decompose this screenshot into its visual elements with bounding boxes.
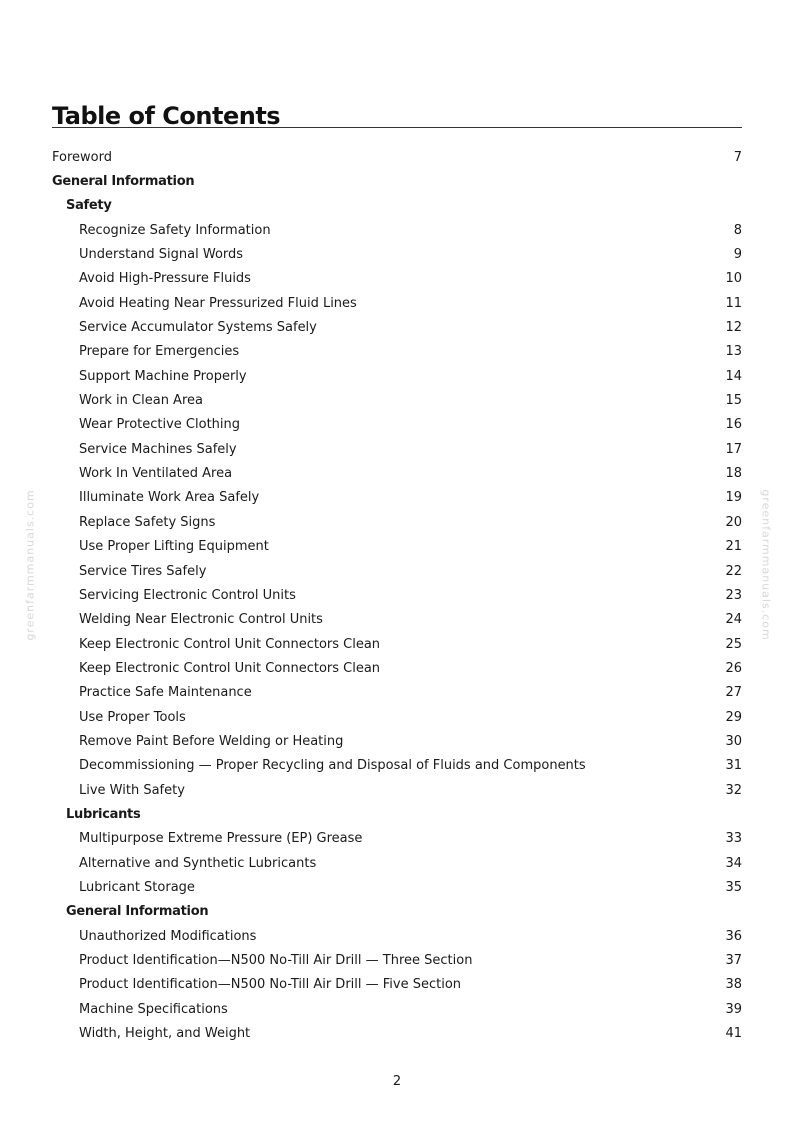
page-number: 2 [392, 1074, 402, 1089]
toc-entry-page: 34 [725, 855, 742, 871]
toc-entry[interactable] [52, 632, 742, 656]
toc-entry-label: Decommissioning — Proper Recycling and Disposal of Fluids and Components [79, 758, 586, 774]
toc-entry-page: 19 [725, 490, 742, 506]
toc-entry-label: General Information [52, 174, 195, 190]
toc-entry-page: 30 [725, 733, 742, 749]
toc-entry-label: Remove Paint Before Welding or Heating [79, 733, 344, 749]
toc-entry[interactable] [52, 437, 742, 461]
toc-entry[interactable] [52, 145, 742, 169]
toc-entry[interactable] [52, 948, 742, 972]
toc-entry-page: 36 [725, 928, 742, 944]
toc-entry-page: 18 [725, 466, 742, 482]
toc-entry-page: 25 [725, 636, 742, 652]
toc-entry[interactable] [52, 364, 742, 388]
toc-entry[interactable] [52, 267, 742, 291]
toc-entry-label: Use Proper Tools [79, 709, 186, 725]
toc-entry[interactable] [52, 583, 742, 607]
toc-entry[interactable] [52, 388, 742, 412]
toc-entry-page: 26 [725, 660, 742, 676]
toc-entry-page: 32 [725, 782, 742, 798]
toc-entry-label: Machine Specifications [79, 1001, 228, 1017]
toc-entry[interactable] [52, 1021, 742, 1045]
toc-entry-page: 35 [725, 879, 742, 895]
toc-entry[interactable] [52, 997, 742, 1021]
toc-entry[interactable] [52, 340, 742, 364]
toc-entry[interactable] [52, 851, 742, 875]
toc-entry-page: 16 [725, 417, 742, 433]
title-divider [52, 127, 742, 128]
toc-entry-label: Live With Safety [79, 782, 185, 798]
toc-entry-page: 23 [725, 587, 742, 603]
toc-entry-page: 7 [733, 149, 742, 165]
toc-entry[interactable] [52, 559, 742, 583]
toc-entry[interactable] [52, 608, 742, 632]
toc-entry[interactable] [52, 413, 742, 437]
toc-entry-label: Prepare for Emergencies [79, 344, 240, 360]
toc-entry-label: Servicing Electronic Control Units [79, 587, 296, 603]
toc-entry-page: 29 [725, 709, 742, 725]
toc-entry-label: Multipurpose Extreme Pressure (EP) Grease [79, 831, 363, 847]
toc-entry-label: Wear Protective Clothing [79, 417, 241, 433]
toc-section-heading [52, 169, 742, 193]
toc-entry-label: Foreword [52, 149, 112, 165]
toc-entry[interactable] [52, 778, 742, 802]
toc-entry-label: Product Identification—N500 No-Till Air Drill — Three Section [79, 953, 473, 969]
toc-entry[interactable] [52, 486, 742, 510]
toc-entry-label: Keep Electronic Control Unit Connectors Clean [79, 660, 381, 676]
toc-entry[interactable] [52, 973, 742, 997]
toc-entry[interactable] [52, 681, 742, 705]
toc-entry-label: Avoid High-Pressure Fluids [79, 271, 251, 287]
toc-entry[interactable] [52, 729, 742, 753]
toc-entry[interactable] [52, 291, 742, 315]
toc-entry-page: 38 [725, 977, 742, 993]
toc-entry-label: Avoid Heating Near Pressurized Fluid Lines [79, 295, 357, 311]
toc-entry-page: 17 [725, 441, 742, 457]
toc-entry-page: 12 [725, 320, 742, 336]
toc-section-heading [52, 900, 742, 924]
toc-entry[interactable] [52, 754, 742, 778]
toc-entry[interactable] [52, 461, 742, 485]
toc-entry[interactable] [52, 242, 742, 266]
toc-entry-label: Safety [66, 198, 112, 214]
toc-entry-label: Product Identification—N500 No-Till Air Drill — Five Section [79, 977, 462, 993]
toc-entry-label: Service Accumulator Systems Safely [79, 320, 317, 336]
toc-entry[interactable] [52, 705, 742, 729]
toc-entry-page: 22 [725, 563, 742, 579]
toc-entry-label: Understand Signal Words [79, 247, 244, 263]
toc-entry-label: Illuminate Work Area Safely [79, 490, 260, 506]
toc-entry-page: 8 [733, 222, 742, 238]
toc-entry-page: 27 [725, 685, 742, 701]
toc-entry-page: 20 [725, 514, 742, 530]
page-title: Table of Contents [52, 102, 281, 131]
toc-entry-label: Practice Safe Maintenance [79, 685, 252, 701]
toc-entry-page: 13 [725, 344, 742, 360]
toc-entry-label: Keep Electronic Control Unit Connectors Clean [79, 636, 381, 652]
toc-entry-page: 24 [725, 612, 742, 628]
watermark-left: greenfarmmanuals.com [23, 489, 37, 641]
toc-entry-label: Service Tires Safely [79, 563, 207, 579]
toc-entry-page: 10 [725, 271, 742, 287]
toc-entry-label: Lubricants [66, 806, 141, 822]
table-of-contents [52, 145, 742, 1046]
toc-entry-label: Unauthorized Modifications [79, 928, 257, 944]
toc-entry-page: 37 [725, 953, 742, 969]
toc-entry[interactable] [52, 924, 742, 948]
toc-entry-label: Welding Near Electronic Control Units [79, 612, 323, 628]
toc-entry-page: 21 [725, 539, 742, 555]
toc-entry-page: 41 [725, 1026, 742, 1042]
toc-entry-page: 33 [725, 831, 742, 847]
toc-entry-label: Use Proper Lifting Equipment [79, 539, 269, 555]
toc-entry[interactable] [52, 827, 742, 851]
toc-entry-page: 39 [725, 1001, 742, 1017]
toc-entry-label: Width, Height, and Weight [79, 1026, 251, 1042]
toc-entry-label: Work in Clean Area [79, 393, 203, 409]
watermark-right: greenfarmmanuals.com [759, 489, 773, 641]
toc-entry-label: Service Machines Safely [79, 441, 237, 457]
toc-entry[interactable] [52, 875, 742, 899]
toc-entry[interactable] [52, 656, 742, 680]
toc-entry-label: General Information [66, 904, 209, 920]
toc-entry-page: 14 [725, 368, 742, 384]
toc-entry-page: 31 [725, 758, 742, 774]
toc-entry[interactable] [52, 510, 742, 534]
toc-entry-label: Lubricant Storage [79, 879, 195, 895]
toc-entry-page: 9 [733, 247, 742, 263]
toc-section-heading [52, 802, 742, 826]
toc-entry[interactable] [52, 535, 742, 559]
toc-entry-label: Support Machine Properly [79, 368, 247, 384]
toc-entry[interactable] [52, 218, 742, 242]
toc-entry-label: Recognize Safety Information [79, 222, 271, 238]
toc-entry[interactable] [52, 315, 742, 339]
toc-section-heading [52, 194, 742, 218]
toc-entry-page: 11 [725, 295, 742, 311]
toc-entry-page: 15 [725, 393, 742, 409]
toc-entry-label: Replace Safety Signs [79, 514, 216, 530]
toc-entry-label: Alternative and Synthetic Lubricants [79, 855, 317, 871]
toc-entry-label: Work In Ventilated Area [79, 466, 233, 482]
